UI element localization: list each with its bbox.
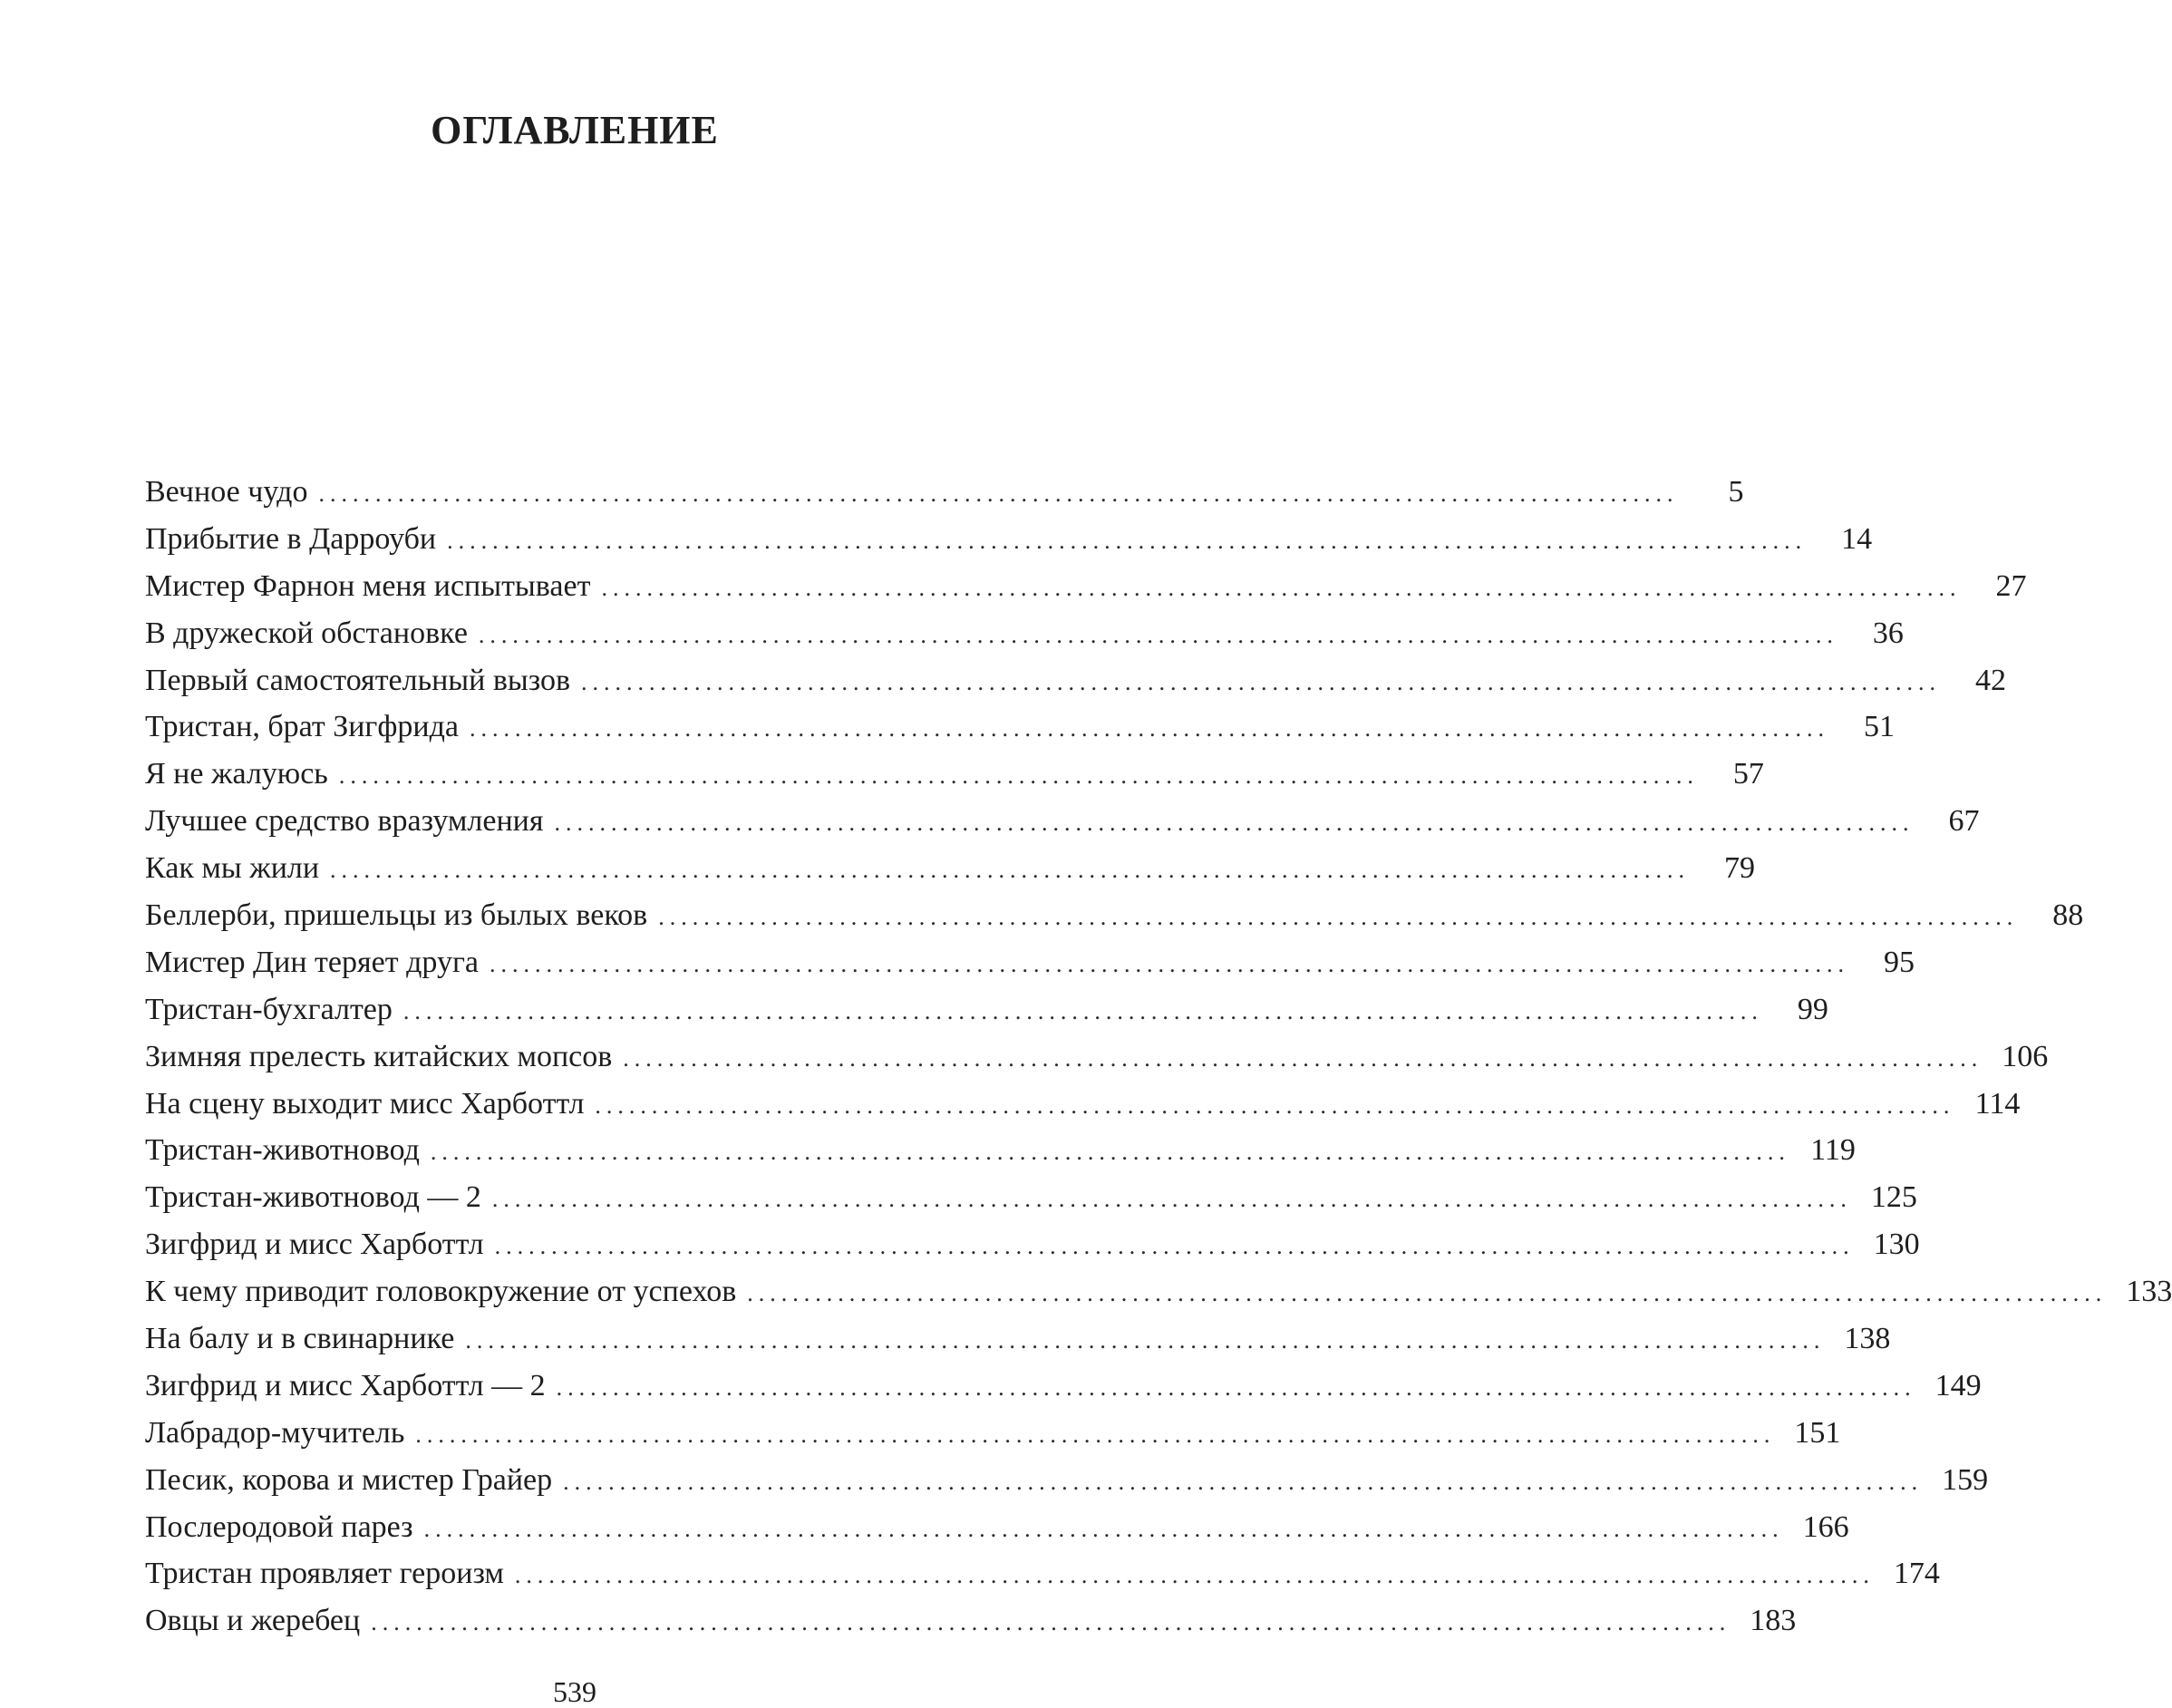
toc-leader-dots: ........................................................................................................................ <box>514 1562 1875 1589</box>
toc-entry-page: 106 <box>2002 1039 2049 1073</box>
toc-leader-dots: ........................................................................................................................ <box>554 810 1915 837</box>
toc-leader-dots: ........................................................................................................................ <box>330 857 1691 884</box>
toc-entry-page: 114 <box>1974 1086 2021 1121</box>
toc-entry-title: Песик, корова и мистер Грайер <box>145 1462 553 1497</box>
toc-leader-dots: ........................................................................................................................ <box>563 1468 1924 1495</box>
toc-leader-dots: ........................................................................................................................ <box>556 1373 1916 1401</box>
toc-leader-dots: ........................................................................................................................ <box>595 1092 1955 1119</box>
toc-entry-page: 51 <box>1863 710 1895 744</box>
toc-leader-dots: ........................................................................................................................ <box>430 1139 1790 1166</box>
toc-entry-title: Зигфрид и мисс Харботтл <box>145 1228 484 1262</box>
toc-leader-dots: ........................................................................................................................ <box>465 1327 1826 1354</box>
toc-entry[interactable] <box>145 1127 1856 1174</box>
toc-entry-page: 151 <box>1794 1415 1841 1450</box>
toc-entry-title: Мистер Фарнон меня испытывает <box>145 568 591 603</box>
toc-entry-page: 88 <box>2052 898 2084 933</box>
toc-entry-page: 95 <box>1883 945 1915 979</box>
toc-leader-dots: ........................................................................................................................ <box>402 997 1763 1024</box>
toc-leader-dots: ........................................................................................................................ <box>415 1421 1776 1448</box>
toc-leader-dots: ........................................................................................................................ <box>623 1044 1983 1072</box>
toc-leader-dots: ........................................................................................................................ <box>478 621 1838 648</box>
toc-entry[interactable] <box>145 516 1873 563</box>
toc-entry-page: 159 <box>1942 1462 1989 1497</box>
toc-entry-page: 149 <box>1934 1368 1982 1402</box>
toc-entry-page: 166 <box>1802 1509 1849 1544</box>
toc-entry-title: Овцы и жеребец <box>145 1604 361 1638</box>
toc-entry[interactable] <box>145 1363 1982 1410</box>
toc-leader-dots: ........................................................................................................................ <box>469 715 1829 742</box>
toc-entry[interactable] <box>145 704 1895 751</box>
toc-entry-title: Тристан-животновод — 2 <box>145 1180 481 1215</box>
toc-entry-title: Как мы жили <box>145 851 320 886</box>
toc-entry[interactable] <box>145 1315 1891 1363</box>
toc-entry-title: Послеродовой парез <box>145 1509 413 1544</box>
toc-entry[interactable] <box>145 845 1756 892</box>
toc-leader-dots: ........................................................................................................................ <box>489 950 1849 977</box>
toc-entry-page: 138 <box>1844 1322 1891 1356</box>
toc-entry-page: 36 <box>1872 616 1904 650</box>
toc-entry-title: Тристан, брат Зигфрида <box>145 710 459 744</box>
toc-leader-dots: ........................................................................................................................ <box>601 574 1962 601</box>
toc-entry-page: 130 <box>1873 1228 1920 1262</box>
toc-entry[interactable] <box>145 1081 2021 1128</box>
toc-entry-title: Тристан-бухгалтер <box>145 992 393 1026</box>
toc-entry-title: Тристан проявляет героизм <box>145 1557 504 1591</box>
toc-entry-page: 27 <box>1995 568 2027 603</box>
table-of-contents <box>145 469 2172 1645</box>
toc-entry[interactable] <box>145 657 2007 704</box>
toc-leader-dots: ........................................................................................................................ <box>747 1280 2108 1307</box>
toc-entry-title: Беллерби, пришельцы из былых веков <box>145 898 648 933</box>
toc-entry[interactable] <box>145 1550 1940 1597</box>
page-title: ОГЛАВЛЕНИЕ <box>431 108 719 152</box>
toc-entry[interactable] <box>145 1268 2172 1315</box>
toc-entry[interactable] <box>145 1034 2049 1081</box>
toc-entry[interactable] <box>145 1457 1989 1504</box>
toc-entry-page: 5 <box>1728 475 1744 509</box>
toc-entry-title: На балу и в свинарнике <box>145 1322 455 1356</box>
toc-entry[interactable] <box>145 892 2084 939</box>
toc-leader-dots: ........................................................................................................................ <box>447 527 1808 554</box>
toc-entry[interactable] <box>145 1221 1920 1268</box>
toc-entry[interactable] <box>145 1174 1917 1221</box>
toc-entry[interactable] <box>145 986 1828 1034</box>
toc-entry[interactable] <box>145 1597 1797 1645</box>
toc-entry-title: К чему приводит головокружение от успехов <box>145 1275 737 1309</box>
toc-entry-page: 79 <box>1724 851 1756 886</box>
toc-entry-title: Прибытие в Дарроуби <box>145 521 437 556</box>
toc-entry[interactable] <box>145 939 1915 986</box>
toc-leader-dots: ........................................................................................................................ <box>658 904 2019 931</box>
toc-leader-dots: ........................................................................................................................ <box>581 668 1942 695</box>
toc-entry[interactable] <box>145 563 2027 610</box>
toc-entry[interactable] <box>145 798 1980 845</box>
toc-entry-title: Первый самостоятельный вызов <box>145 663 571 697</box>
toc-entry[interactable] <box>145 751 1764 798</box>
toc-entry-page: 42 <box>1975 663 2007 697</box>
toc-entry-title: В дружеской обстановке <box>145 616 468 650</box>
toc-entry-page: 125 <box>1870 1180 1917 1215</box>
toc-entry-page: 14 <box>1841 521 1873 556</box>
toc-leader-dots: ........................................................................................................................ <box>338 762 1699 790</box>
toc-entry[interactable] <box>145 1410 1841 1457</box>
toc-entry-page: 133 <box>2126 1275 2172 1309</box>
toc-entry-page: 57 <box>1732 757 1764 791</box>
toc-entry-title: Лабрадор-мучитель <box>145 1415 405 1450</box>
toc-leader-dots: ........................................................................................................................ <box>491 1186 1852 1213</box>
toc-leader-dots: ........................................................................................................................ <box>423 1515 1784 1542</box>
toc-entry[interactable] <box>145 1504 1849 1551</box>
toc-entry-page: 183 <box>1750 1604 1797 1638</box>
toc-entry-title: Я не жалуюсь <box>145 757 328 791</box>
toc-entry[interactable] <box>145 610 1904 657</box>
toc-entry-page: 67 <box>1948 804 1980 839</box>
toc-entry-title: На сцену выходит мисс Харботтл <box>145 1086 585 1121</box>
toc-entry-page: 119 <box>1810 1133 1856 1168</box>
toc-entry-title: Вечное чудо <box>145 475 308 509</box>
toc-entry-page: 99 <box>1797 992 1828 1026</box>
toc-entry-page: 174 <box>1893 1557 1940 1591</box>
toc-entry-title: Зимняя прелесть китайских мопсов <box>145 1039 613 1073</box>
toc-leader-dots: ........................................................................................................................ <box>318 480 1679 507</box>
toc-entry-title: Тристан-животновод <box>145 1133 420 1168</box>
toc-leader-dots: ........................................................................................................................ <box>494 1233 1855 1260</box>
toc-leader-dots: ........................................................................................................................ <box>371 1609 1731 1636</box>
toc-entry-title: Мистер Дин теряет друга <box>145 945 479 979</box>
page-number: 539 <box>553 1675 596 1708</box>
toc-entry-title: Зигфрид и мисс Харботтл — 2 <box>145 1368 546 1402</box>
toc-entry[interactable] <box>145 469 1744 516</box>
toc-entry-title: Лучшее средство вразумления <box>145 804 544 839</box>
